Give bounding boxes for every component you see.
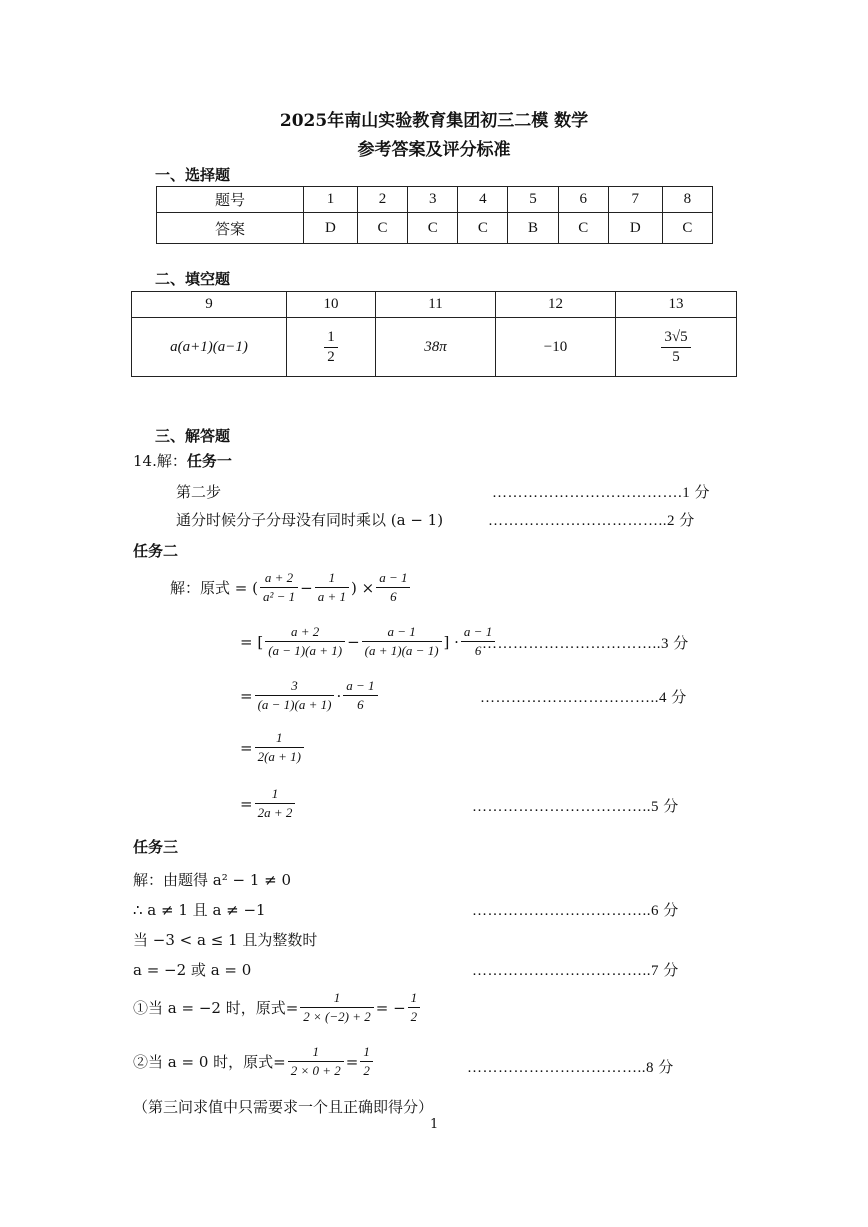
table-cell: 1 [304,187,358,213]
fraction [288,1044,344,1079]
table-cell: 10 [287,292,376,318]
task3-line2: ∴ a ≠ 1 且 a ≠ −1 [133,901,266,919]
table-cell: D [304,213,358,244]
task2-step0 [170,570,412,605]
fraction [255,786,296,821]
task3-line5 [133,990,422,1025]
table-cell: D [608,213,662,244]
fraction [360,1044,373,1079]
table-cell: C [662,213,712,244]
score-4: ……………………………..4 分 [480,690,687,706]
fraction [300,990,373,1025]
operator: = − [375,998,406,1017]
task1-title: 任务一 [186,452,232,470]
page-title: 2025年南山实验教育集团初三二模 数学 [279,111,589,131]
denominator: a + 1 [315,587,349,605]
denominator: 2(a + 1) [255,747,304,765]
fraction [376,570,410,605]
table-cell: 8 [662,187,712,213]
operator: = [ [240,632,264,651]
task3-title: 任务三 [133,838,179,856]
table-row [132,318,737,377]
denominator: 2 [360,1061,373,1079]
table-row [157,187,713,213]
fraction [315,570,349,605]
choice-answer-table [156,186,713,244]
numerator: 1 [312,1044,319,1059]
section-heading-choice: 一、选择题 [155,166,231,184]
numerator: 1 [276,730,283,745]
score-1: ……………………………….1 分 [492,485,711,501]
numerator: 1 [333,990,341,1005]
table-cell: C [408,213,458,244]
step-text: ①当 a = −2 时，原式= [133,999,299,1017]
task2-title: 任务二 [133,542,179,560]
answer-cell-13 [616,318,737,377]
table-cell: 4 [458,187,508,213]
answer-cell-12: −10 [496,318,616,377]
fraction [661,329,690,366]
section-heading-solution: 三、解答题 [155,427,231,445]
task3-note: （第三问求值中只需要求一个且正确即得分） [133,1098,434,1116]
score-6: ……………………………..6 分 [472,903,679,919]
page-subtitle: 参考答案及评分标准 [357,140,511,160]
task2-step2 [240,678,380,713]
answer-cell-10 [287,318,376,377]
table-cell: C [458,213,508,244]
numerator: 1 [271,786,279,801]
table-cell: 6 [558,187,608,213]
table-cell: 13 [616,292,737,318]
operator: ] · [443,632,459,651]
table-cell: C [357,213,407,244]
denominator: (a − 1)(a + 1) [265,641,345,659]
task2-step1 [240,624,497,659]
table-cell: 12 [496,292,616,318]
task1-line2: 通分时候分子分母没有同时乘以 (a − 1) [176,511,444,529]
table-cell: 2 [357,187,407,213]
score-7: ……………………………..7 分 [472,963,679,979]
section-heading-fill: 二、填空题 [155,270,231,288]
answer-cell-11: 38π [376,318,496,377]
table-cell: 3 [408,187,458,213]
step-text: 解：原式 = ( [170,579,258,597]
fraction [260,570,298,605]
numerator: 1 [328,570,336,585]
fraction [408,990,421,1025]
operator: − [347,632,360,651]
denominator: 6 [376,587,410,605]
numerator: 1 [327,328,335,345]
q14-label: 14.解： [133,452,187,470]
numerator: a − 1 [346,678,375,693]
operator: = [240,794,253,813]
denominator: 5 [661,347,690,366]
denominator: 6 [461,641,495,659]
fraction [255,730,304,765]
operator: − [300,578,313,597]
denominator: 2 × (−2) + 2 [300,1007,373,1025]
task3-line4: a = −2 或 a = 0 [133,961,252,979]
table-cell: B [508,213,558,244]
table-header-cell: 题号 [157,187,304,213]
denominator: 2 [324,347,338,366]
score-8: ……………………………..8 分 [467,1060,674,1076]
table-header-cell: 答案 [157,213,304,244]
task2-step4 [240,786,297,821]
table-cell: 7 [608,187,662,213]
question-14-label [133,450,232,471]
denominator: (a − 1)(a + 1) [255,695,335,713]
table-cell: 11 [376,292,496,318]
numerator: 3 [291,678,298,693]
score-5: ……………………………..5 分 [472,799,679,815]
fraction [265,624,345,659]
task2-step3 [240,730,306,765]
denominator: 2 × 0 + 2 [288,1061,344,1079]
step-text: ②当 a = 0 时，原式= [133,1053,286,1071]
task3-line1: 解：由题得 a² − 1 ≠ 0 [133,871,292,889]
task3-line6 [133,1044,375,1079]
fraction [362,624,442,659]
denominator: 2a + 2 [255,803,296,821]
table-cell: 5 [508,187,558,213]
table-row [157,213,713,244]
fraction [343,678,377,713]
denominator: a² − 1 [260,587,298,605]
table-cell: C [558,213,608,244]
numerator: a + 2 [264,570,294,585]
operator: = [240,686,253,705]
fraction [255,678,335,713]
score-3: ……………………………..3 分 [482,636,689,652]
task3-line3: 当 −3 < a ≤ 1 且为整数时 [133,931,318,949]
table-cell: 9 [132,292,287,318]
operator: ) × [351,578,375,597]
fraction [324,329,338,366]
task1-line1: 第二步 [176,483,222,501]
numerator: 1 [410,990,418,1005]
numerator: a − 1 [463,624,493,639]
table-row [132,292,737,318]
operator: = [345,1052,359,1071]
operator: = [240,738,253,757]
denominator: (a + 1)(a − 1) [362,641,442,659]
page-number: 1 [430,1117,439,1132]
numerator: a − 1 [379,570,408,585]
numerator: a − 1 [387,624,416,639]
denominator: 2 [408,1007,421,1025]
numerator: 1 [363,1044,370,1059]
denominator: 6 [343,695,377,713]
fill-answer-table [131,291,737,377]
operator: · [336,686,342,705]
numerator: a + 2 [291,624,320,639]
score-2: ……………………………..2 分 [488,513,695,529]
answer-cell-9: a(a+1)(a−1) [132,318,287,377]
numerator: 3√5 [664,328,688,345]
